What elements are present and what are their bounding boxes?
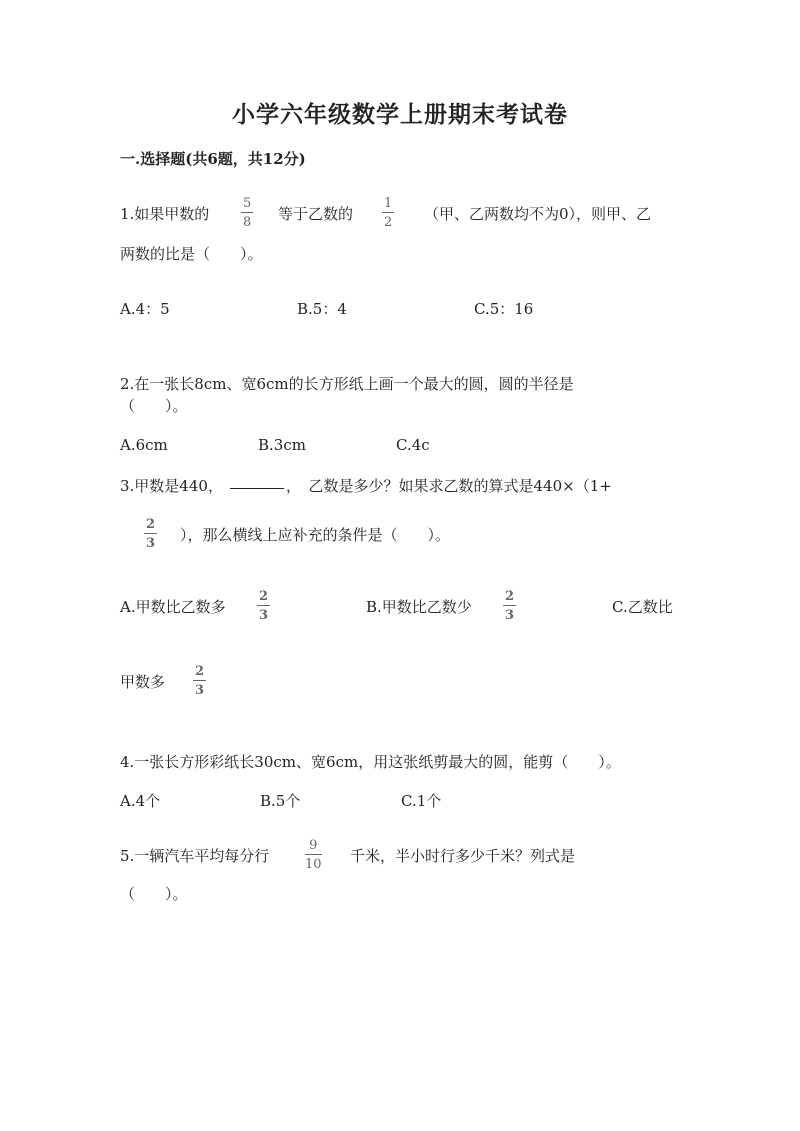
q1-text-line2: 两数的比是（ ）。 xyxy=(120,245,263,263)
q5-fraction-numerator: 9 xyxy=(309,838,318,853)
q5-fraction xyxy=(305,839,322,871)
q3-text-pre: 3.甲数是440， xyxy=(120,477,223,495)
q2-option-a[interactable]: A.6cm xyxy=(120,436,168,454)
q5-text-post: 千米，半小时行多少千米？列式是 xyxy=(350,847,576,865)
fraction-denominator: 3 xyxy=(259,608,269,623)
q1-text-pre: 1.如果甲数的 xyxy=(120,205,210,223)
q1-fraction-1-numerator: 5 xyxy=(243,196,252,211)
q1-fraction-1-denominator: 8 xyxy=(243,215,252,230)
fraction-numerator: 2 xyxy=(195,664,205,679)
q3-option-b[interactable]: B.甲数比乙数少 xyxy=(366,598,472,616)
q4-option-a[interactable]: A.4个 xyxy=(120,792,161,810)
q5-text-pre: 5.一辆汽车平均每分行 xyxy=(120,847,270,865)
q2-option-c[interactable]: C.4c xyxy=(396,436,430,454)
q3-option-c-continued: 甲数多 xyxy=(120,673,166,691)
q2-text-line2: （ ）。 xyxy=(120,397,188,415)
q4-text-line1: 4.一张长方形彩纸长30cm、宽6cm，用这张纸剪最大的圆，能剪（ ）。 xyxy=(120,753,621,771)
q1-fraction-1 xyxy=(241,197,253,229)
q3-text-post: ， 乙数是多少？如果求乙数的算式是440×（1+ xyxy=(286,477,612,495)
fraction-numerator: 2 xyxy=(259,589,269,604)
q4-option-c[interactable]: C.1个 xyxy=(401,792,442,810)
fraction-denominator: 3 xyxy=(505,608,515,623)
q4-option-b[interactable]: B.5个 xyxy=(260,792,301,810)
q3-option-b-fraction xyxy=(503,590,516,622)
q2-option-b[interactable]: B.3cm xyxy=(258,436,306,454)
q3-text-line2: ），那么横线上应补充的条件是（ ）。 xyxy=(180,526,451,544)
q1-text-post: （甲、乙两数均不为0），则甲、乙 xyxy=(424,205,652,223)
q1-fraction-2-denominator: 2 xyxy=(384,215,393,230)
q1-fraction-2-numerator: 1 xyxy=(384,196,393,211)
fraction-numerator: 2 xyxy=(505,589,515,604)
q3-option-a-fraction xyxy=(257,590,270,622)
q1-text-mid: 等于乙数的 xyxy=(278,205,354,223)
fraction-denominator: 3 xyxy=(195,683,205,698)
q1-option-b[interactable]: B.5：4 xyxy=(297,300,347,318)
page-title: 小学六年级数学上册期末考试卷 xyxy=(232,101,568,128)
q3-fraction xyxy=(144,518,157,550)
q3-option-c[interactable]: C.乙数比 xyxy=(612,598,673,616)
q1-option-c[interactable]: C.5：16 xyxy=(474,300,534,318)
q1-fraction-2 xyxy=(382,197,394,229)
section-heading: 一.选择题(共6题，共12分) xyxy=(120,150,306,168)
q3-option-a[interactable]: A.甲数比乙数多 xyxy=(120,598,226,616)
q5-text-line2: （ ）。 xyxy=(120,885,188,903)
q5-fraction-denominator: 10 xyxy=(305,857,322,872)
q1-option-a[interactable]: A.4：5 xyxy=(120,300,170,318)
q3-fraction-numerator: 2 xyxy=(146,517,156,532)
q3-answer-blank[interactable] xyxy=(230,474,284,493)
q2-text-line1: 2.在一张长8cm、宽6cm的长方形纸上画一个最大的圆，圆的半径是 xyxy=(120,375,574,393)
q3-fraction-denominator: 3 xyxy=(146,536,156,551)
q3-option-c-fraction xyxy=(193,665,206,697)
